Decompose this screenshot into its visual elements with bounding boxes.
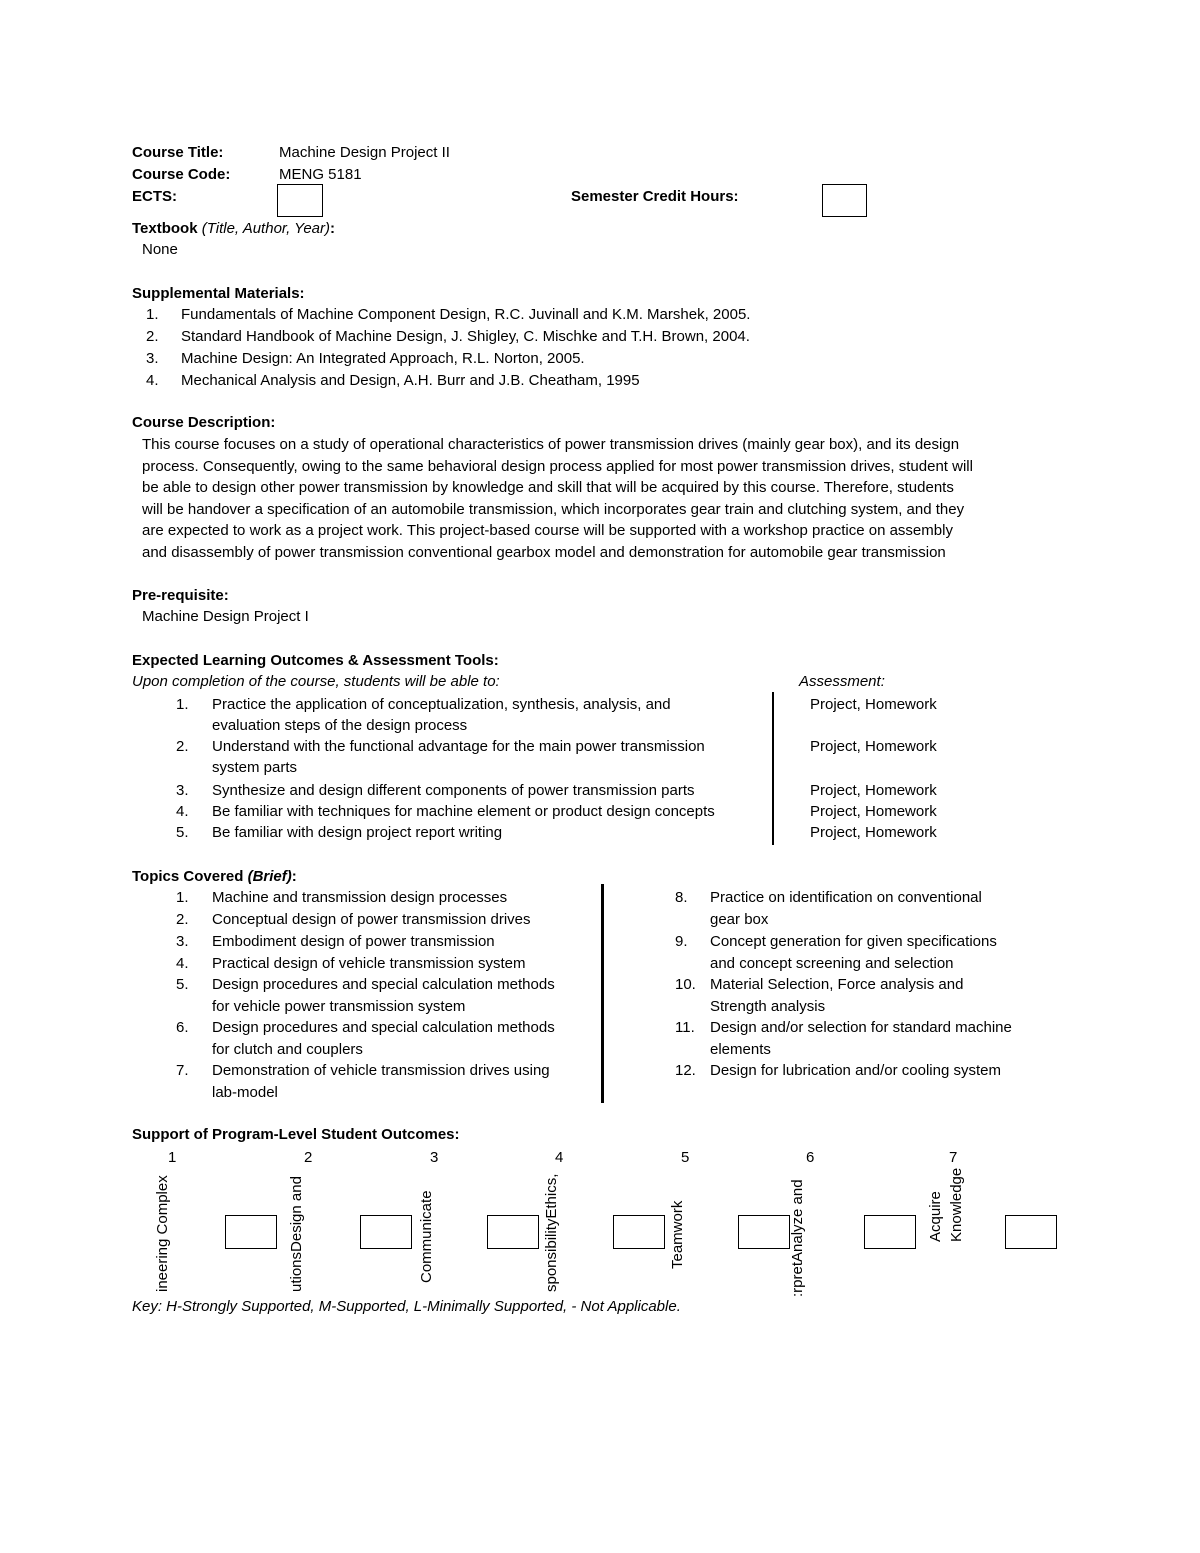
assessment-heading: Assessment: — [799, 673, 885, 690]
textbook-colon: : — [330, 220, 335, 237]
program-outcomes-heading: Support of Program-Level Student Outcomes: — [132, 1126, 460, 1143]
outcome-assessment: Project, Homework — [810, 738, 937, 755]
ects-input-box[interactable] — [277, 184, 323, 217]
topic-text-continued: elements — [710, 1041, 771, 1058]
supplemental-item-number: 2. — [146, 328, 159, 345]
outcome-text: Understand with the functional advantage for the main power transmission — [212, 738, 705, 755]
topic-number: 7. — [176, 1062, 189, 1079]
textbook-value: None — [142, 241, 178, 258]
topic-number: 4. — [176, 955, 189, 972]
topics-hint: (Brief) — [247, 868, 292, 885]
outcome-text: Be familiar with design project report writing — [212, 824, 503, 841]
topic-text: Demonstration of vehicle transmission drives using — [212, 1062, 550, 1079]
topic-number: 9. — [675, 933, 688, 950]
outcomes-heading: Expected Learning Outcomes & Assessment Tools: — [132, 652, 499, 669]
supplemental-item-text: Standard Handbook of Machine Design, J. Shigley, C. Mischke and T.H. Brown, 2004. — [181, 328, 750, 345]
description-line: will be handover a specification of an automobile transmission, which incorporates gear train and clutching system, and they — [142, 500, 965, 518]
outcome-column-label: utionsDesign and — [288, 1176, 305, 1292]
topics-label: Topics Covered — [132, 868, 244, 885]
outcome-text-continued: evaluation steps of the design process — [212, 717, 468, 734]
outcome-column-number: 3 — [430, 1149, 439, 1166]
outcome-column-label: Acquire — [927, 1191, 944, 1242]
outcome-column-label: sponsibilityEthics, — [543, 1173, 560, 1292]
supplemental-heading: Supplemental Materials: — [132, 285, 305, 302]
topic-text: Conceptual design of power transmission drives — [212, 911, 531, 928]
description-line: This course focuses on a study of operational characteristics of power transmission drives (mainly gear box), and its design — [142, 436, 960, 453]
outcome-assessment: Project, Homework — [810, 824, 937, 841]
outcome-column-number: 2 — [304, 1149, 313, 1166]
outcome-text: Be familiar with techniques for machine element or product design concepts — [212, 803, 715, 820]
outcome-column-number: 4 — [555, 1149, 564, 1166]
outcome-assessment: Project, Homework — [810, 696, 937, 713]
outcome-text-continued: system parts — [212, 759, 298, 776]
topics-colon: : — [291, 868, 297, 885]
description-line: and disassembly of power transmission conventional gearbox model and demonstration for automobile gear transmission — [142, 544, 946, 561]
outcome-number: 2. — [176, 738, 189, 755]
outcome-column-number: 1 — [168, 1149, 177, 1166]
topic-text-continued: for clutch and couplers — [212, 1041, 363, 1058]
topic-text: Practical design of vehicle transmission system — [212, 955, 526, 972]
textbook-label: Textbook — [132, 220, 198, 237]
topic-text-continued: for vehicle power transmission system — [212, 998, 466, 1015]
supplemental-item-text: Mechanical Analysis and Design, A.H. Burr and J.B. Cheatham, 1995 — [181, 372, 640, 389]
outcome-support-box[interactable] — [225, 1215, 277, 1249]
outcome-assessment: Project, Homework — [810, 782, 937, 799]
outcome-column-label: Teamwork — [669, 1200, 686, 1269]
description-line: are expected to work as a project work. This project-based course will be supported with a workshop practice on assembly — [142, 522, 953, 540]
supplemental-item-text: Fundamentals of Machine Component Design, R.C. Juvinall and K.M. Marshek, 2005. — [181, 306, 751, 323]
semester-credit-input-box[interactable] — [822, 184, 867, 217]
course-title-value: Machine Design Project II — [279, 144, 450, 161]
course-code-label: Course Code: — [132, 166, 231, 183]
outcome-assessment: Project, Homework — [810, 803, 937, 820]
outcome-number: 5. — [176, 824, 189, 841]
topic-text: Design procedures and special calculation methods — [212, 1019, 555, 1036]
prerequisite-value: Machine Design Project I — [142, 608, 309, 625]
outcome-column-label: :rpretAnalyze and — [789, 1179, 806, 1297]
outcome-column-label: Communicate — [418, 1190, 435, 1283]
description-line: be able to design other power transmission by knowledge and skill that will be acquired by this course. Therefore, students — [142, 479, 954, 497]
topics-heading — [132, 867, 297, 887]
topic-number: 6. — [176, 1019, 189, 1036]
outcome-number: 1. — [176, 696, 189, 713]
topic-text: Design for lubrication and/or cooling system — [710, 1062, 1001, 1079]
outcome-support-box[interactable] — [613, 1215, 665, 1249]
outcome-support-box[interactable] — [864, 1215, 916, 1249]
topic-number: 5. — [176, 976, 189, 993]
supplemental-item-number: 1. — [146, 306, 159, 323]
course-code-value: MENG 5181 — [279, 166, 362, 183]
outcome-number: 3. — [176, 782, 189, 799]
topic-text: Material Selection, Force analysis and — [710, 976, 964, 993]
topic-number: 2. — [176, 911, 189, 928]
supplemental-item-number: 4. — [146, 372, 159, 389]
topic-number: 3. — [176, 933, 189, 950]
outcomes-subheading: Upon completion of the course, students will be able to: — [132, 673, 500, 690]
outcomes-divider — [772, 692, 774, 845]
outcome-column-label: Knowledge — [948, 1167, 965, 1242]
supplemental-item-text: Machine Design: An Integrated Approach, R.L. Norton, 2005. — [181, 350, 585, 367]
course-title-label: Course Title: — [132, 144, 224, 161]
topic-number: 8. — [675, 889, 688, 906]
topic-text-continued: Strength analysis — [710, 998, 826, 1015]
topic-text-continued: gear box — [710, 911, 769, 928]
topic-text: Machine and transmission design processes — [212, 889, 508, 906]
textbook-hint: (Title, Author, Year) — [201, 220, 330, 237]
topic-text: Practice on identification on conventional — [710, 889, 982, 906]
topic-text: Concept generation for given specifications — [710, 933, 997, 950]
topics-divider — [601, 884, 604, 1103]
topic-number: 10. — [675, 976, 696, 993]
outcome-number: 4. — [176, 803, 189, 820]
outcome-text: Synthesize and design different components of power transmission parts — [212, 782, 695, 799]
textbook-heading — [132, 219, 335, 239]
outcome-text: Practice the application of conceptualization, synthesis, analysis, and — [212, 696, 671, 713]
outcome-support-box[interactable] — [360, 1215, 412, 1249]
ects-label: ECTS: — [132, 188, 177, 205]
topic-number: 11. — [675, 1019, 695, 1036]
outcome-column-number: 5 — [681, 1149, 690, 1166]
outcome-support-box[interactable] — [487, 1215, 539, 1249]
topic-text: Design procedures and special calculation methods — [212, 976, 555, 993]
topic-text: Embodiment design of power transmission — [212, 933, 495, 950]
topic-text-continued: and concept screening and selection — [710, 955, 954, 972]
semester-credit-label: Semester Credit Hours: — [571, 188, 739, 205]
outcome-support-box[interactable] — [1005, 1215, 1057, 1249]
topic-text-continued: lab-model — [212, 1084, 278, 1101]
description-heading: Course Description: — [132, 414, 276, 431]
outcome-support-box[interactable] — [738, 1215, 790, 1249]
supplemental-item-number: 3. — [146, 350, 159, 367]
topic-number: 1. — [176, 889, 189, 906]
outcome-column-number: 6 — [806, 1149, 815, 1166]
topic-number: 12. — [675, 1062, 696, 1079]
outcome-column-number: 7 — [949, 1149, 958, 1166]
outcome-column-label: ineering Complex — [154, 1175, 171, 1292]
key-legend: Key: H-Strongly Supported, M-Supported, L-Minimally Supported, - Not Applicable. — [132, 1298, 681, 1315]
prerequisite-heading: Pre-requisite: — [132, 587, 229, 604]
topic-text: Design and/or selection for standard machine — [710, 1019, 1012, 1036]
description-line: process. Consequently, owing to the same behavioral design process applied for most power transmission drives, student will — [142, 457, 973, 475]
